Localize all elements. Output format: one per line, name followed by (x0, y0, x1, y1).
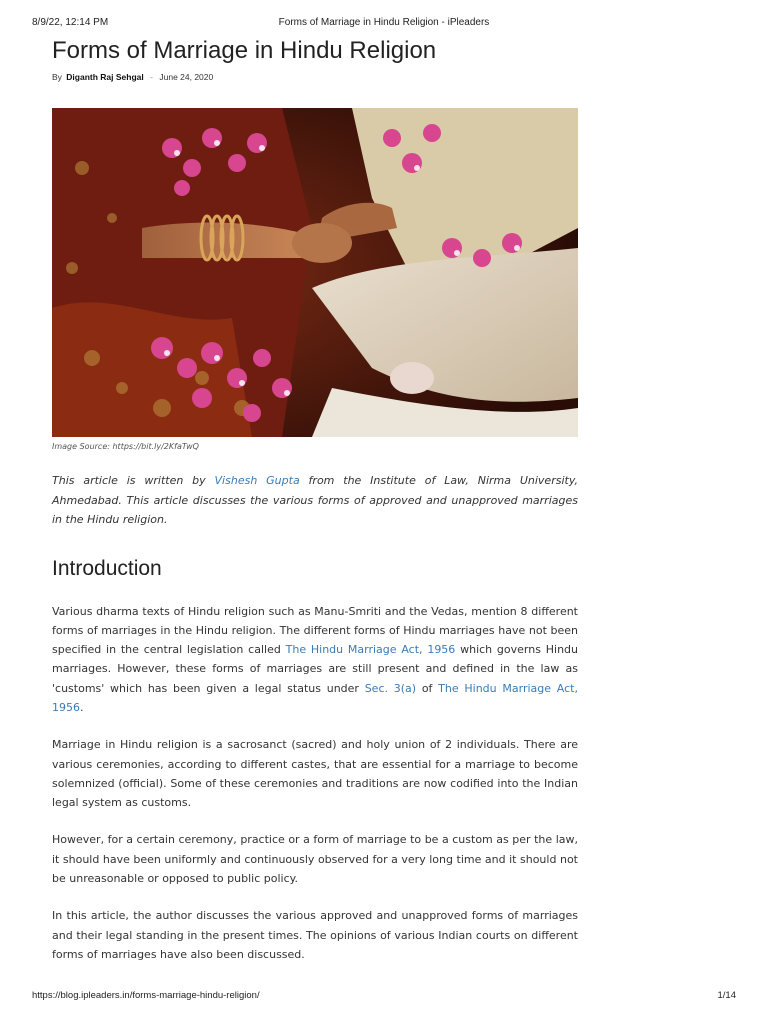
hero-image (52, 108, 578, 437)
intro-note-text: from the Institute of Law, Nirma University, Ahmedabad. This article discusses the various forms of approved and unapproved marriages in the Hindu religion. (52, 474, 578, 526)
print-header (32, 17, 736, 31)
contributor-link[interactable]: Vishesh Gupta (214, 474, 300, 487)
page-url: https://blog.ipleaders.in/forms-marriage-hindu-religion/ (32, 990, 260, 1001)
article-title: Forms of Marriage in Hindu Religion (52, 37, 437, 64)
page-number: 1/14 (717, 990, 736, 1001)
hindu-marriage-act-link[interactable]: The Hindu Marriage Act, 1956 (52, 681, 578, 714)
paragraph-text: which governs Hindu marriages. However, these forms of marriages are still present and defined in the law as 'customs' which has been given a legal status under (52, 643, 579, 695)
article (52, 36, 578, 964)
paragraph-text: of (416, 681, 439, 695)
hindu-marriage-act-link[interactable]: The Hindu Marriage Act, 1956 (285, 643, 456, 657)
byline-separator: - (150, 72, 153, 82)
print-footer (32, 990, 736, 1004)
byline (52, 72, 578, 82)
paragraph-text: . (80, 700, 84, 714)
intro-note (52, 471, 578, 530)
print-datetime: 8/9/22, 12:14 PM (32, 17, 109, 28)
paragraph-3: However, for a certain ceremony, practice or a form of marriage to be a custom as per the law, it should have been uniformly and continuously observed for a very long time and it should not be unreasonable or opposed to public policy. (52, 833, 578, 886)
image-caption: Image Source: https://bit.ly/2KfaTwQ (52, 442, 199, 451)
paragraph-text: Various dharma texts of Hindu religion such as Manu-Smriti and the Vedas, mention 8 different forms of marriages in the Hindu religion. The different forms of Hindu marriages have not been specified in the central legislation called (52, 604, 578, 657)
intro-note-text: This article is written by (52, 474, 215, 487)
paragraph-1 (52, 602, 578, 718)
section-3a-link[interactable]: Sec. 3(a) (364, 681, 417, 695)
author-link[interactable]: Diganth Raj Sehgal (66, 72, 144, 82)
paragraph-4: In this article, the author discusses the various approved and unapproved forms of marriages and their legal standing in the present times. The opinions of various Indian courts on different forms of marriages have also been discussed. (52, 909, 578, 961)
publish-date: June 24, 2020 (159, 72, 214, 82)
byline-prefix: By (52, 72, 62, 82)
paragraph-2: Marriage in Hindu religion is a sacrosanct (sacred) and holy union of 2 individuals. There are various ceremonies, according to different castes, that are essential for a marriage to become solemnized (official). Some of these ceremonies and traditions are now codified into the Indian legal system as customs. (52, 738, 578, 810)
section-heading-introduction: Introduction (52, 556, 162, 580)
print-page-title: Forms of Marriage in Hindu Religion - iPleaders (278, 17, 490, 28)
